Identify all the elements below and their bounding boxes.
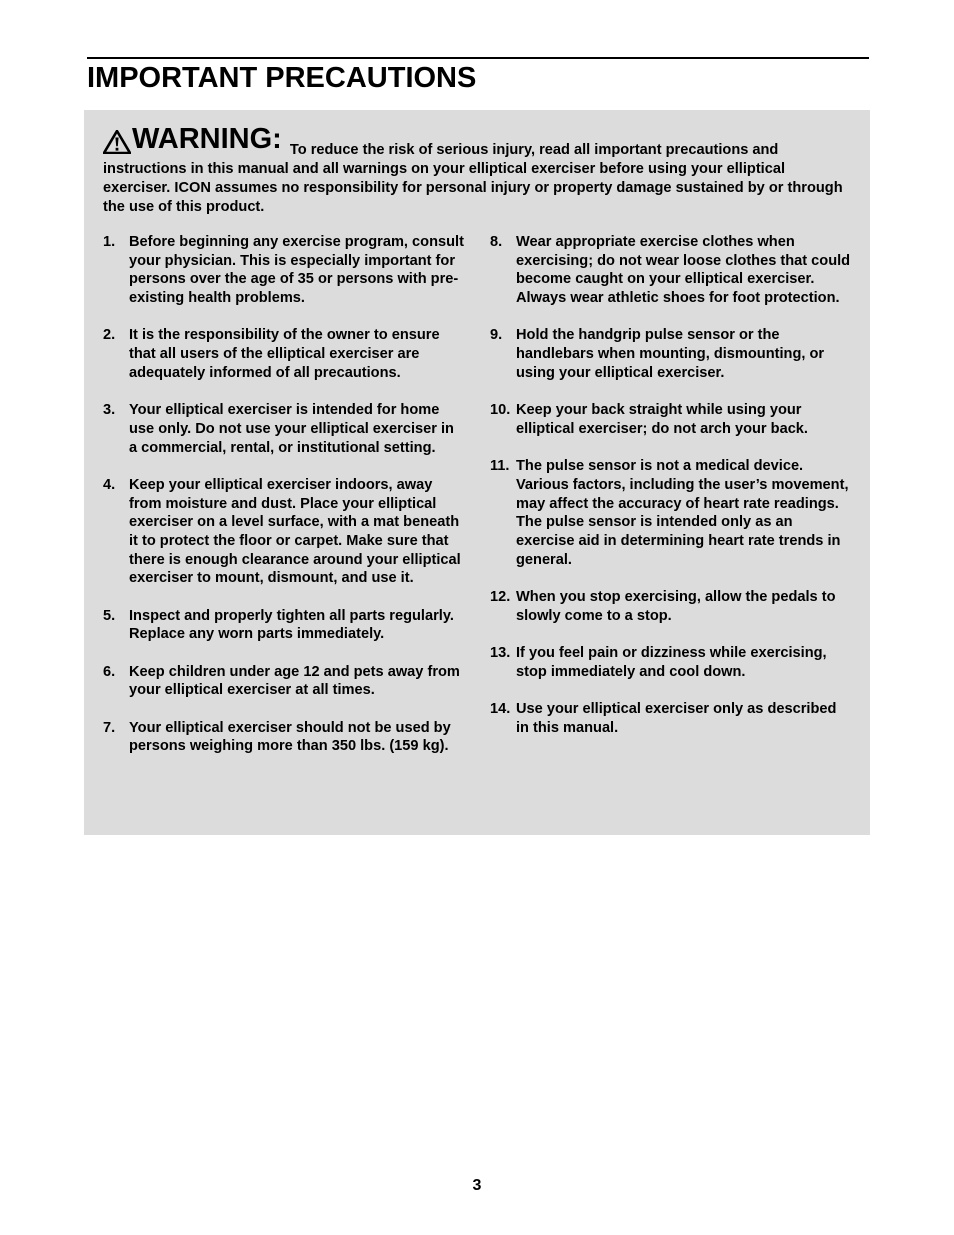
precaution-text: Your elliptical exerciser should not be used by persons weighing more than 350 lbs. (159 kg).: [129, 719, 451, 755]
precaution-text: Wear appropriate exercise clothes when exercising; do not wear loose clothes that could become caught on your elliptical exerciser. Always wear athletic shoes for foot protection.: [516, 234, 851, 307]
precautions-left-column: [103, 233, 465, 775]
precaution-text: Keep your elliptical exerciser indoors, away from moisture and dust. Place your elliptical exerciser on a level surface, with a mat beneath it to protect the floor or carpet. Make sure that there is enough clearance around your elliptical exerciser to mount, dismount, and use it.: [129, 476, 461, 587]
warning-heading: [103, 124, 286, 154]
precaution-number: 10.: [490, 402, 511, 419]
precaution-item: [103, 401, 465, 457]
precaution-number: 1.: [103, 234, 116, 250]
precaution-item: [490, 401, 852, 438]
precaution-text: The pulse sensor is not a medical device. Various factors, including the user’s movement, may affect the accuracy of heart rate readings. The pulse sensor is intended only as an exercise aid in determining heart rate trends in general.: [516, 458, 849, 568]
warning-box: [84, 110, 870, 835]
precaution-number: 14.: [490, 700, 511, 717]
precaution-item: [490, 326, 852, 382]
precaution-item: [103, 663, 465, 700]
precaution-text: Keep children under age 12 and pets away from your elliptical exerciser at all times.: [129, 663, 460, 699]
precaution-number: 13.: [490, 644, 511, 661]
precaution-text: Hold the handgrip pulse sensor or the handlebars when mounting, dismounting, or using your elliptical exerciser.: [516, 327, 825, 381]
warning-intro: [103, 124, 853, 217]
precaution-item: [103, 326, 465, 382]
precaution-item: [490, 588, 852, 625]
precaution-item: [490, 644, 852, 681]
precaution-number: 2.: [103, 327, 116, 344]
warning-label: WARNING:: [132, 123, 282, 155]
precaution-item: [490, 233, 852, 308]
page-title: IMPORTANT PRECAUTIONS: [87, 62, 477, 94]
precaution-text: Use your elliptical exerciser only as described in this manual.: [516, 700, 837, 736]
precaution-text: Inspect and properly tighten all parts regularly. Replace any worn parts immediately.: [129, 607, 454, 643]
precaution-number: 5.: [103, 607, 116, 624]
precaution-item: [103, 719, 465, 756]
precaution-text: When you stop exercising, allow the pedals to slowly come to a stop.: [516, 588, 836, 624]
precaution-item: [103, 607, 465, 644]
precaution-item: [490, 700, 852, 737]
precaution-item: [103, 233, 465, 308]
precaution-number: 12.: [490, 588, 511, 605]
precaution-item: [103, 476, 465, 588]
precaution-number: 3.: [103, 402, 116, 419]
precaution-number: 9.: [490, 327, 503, 344]
warning-text: To reduce the risk of serious injury, read all important precautions and instructions in this manual and all warnings on your elliptical exerciser before using your elliptical exerciser. ICON assumes no responsibility for personal injury or property damage sustained by or through the use of this product.: [103, 142, 843, 215]
page-number: 3: [472, 1177, 482, 1194]
precaution-number: 6.: [103, 663, 116, 680]
precaution-number: 11.: [490, 458, 510, 475]
precaution-text: Keep your back straight while using your elliptical exerciser; do not arch your back.: [516, 402, 808, 437]
precaution-text: It is the responsibility of the owner to ensure that all users of the elliptical exerciser are adequately informed of all precautions.: [129, 327, 440, 381]
precaution-text: If you feel pain or dizziness while exercising, stop immediately and cool down.: [516, 644, 827, 680]
header-rule: [87, 57, 869, 59]
precaution-item: [490, 457, 852, 569]
precaution-number: 8.: [490, 234, 503, 250]
precautions-right-column: [490, 233, 852, 756]
precaution-text: Before beginning any exercise program, consult your physician. This is especially important for persons over the age of 35 or persons with pre-existing health problems.: [129, 234, 464, 307]
precaution-number: 7.: [103, 719, 116, 736]
precaution-text: Your elliptical exerciser is intended for home use only. Do not use your elliptical exerciser in a commercial, rental, or institutional setting.: [129, 402, 454, 456]
precaution-number: 4.: [103, 476, 116, 493]
warning-triangle-icon: [103, 130, 131, 154]
